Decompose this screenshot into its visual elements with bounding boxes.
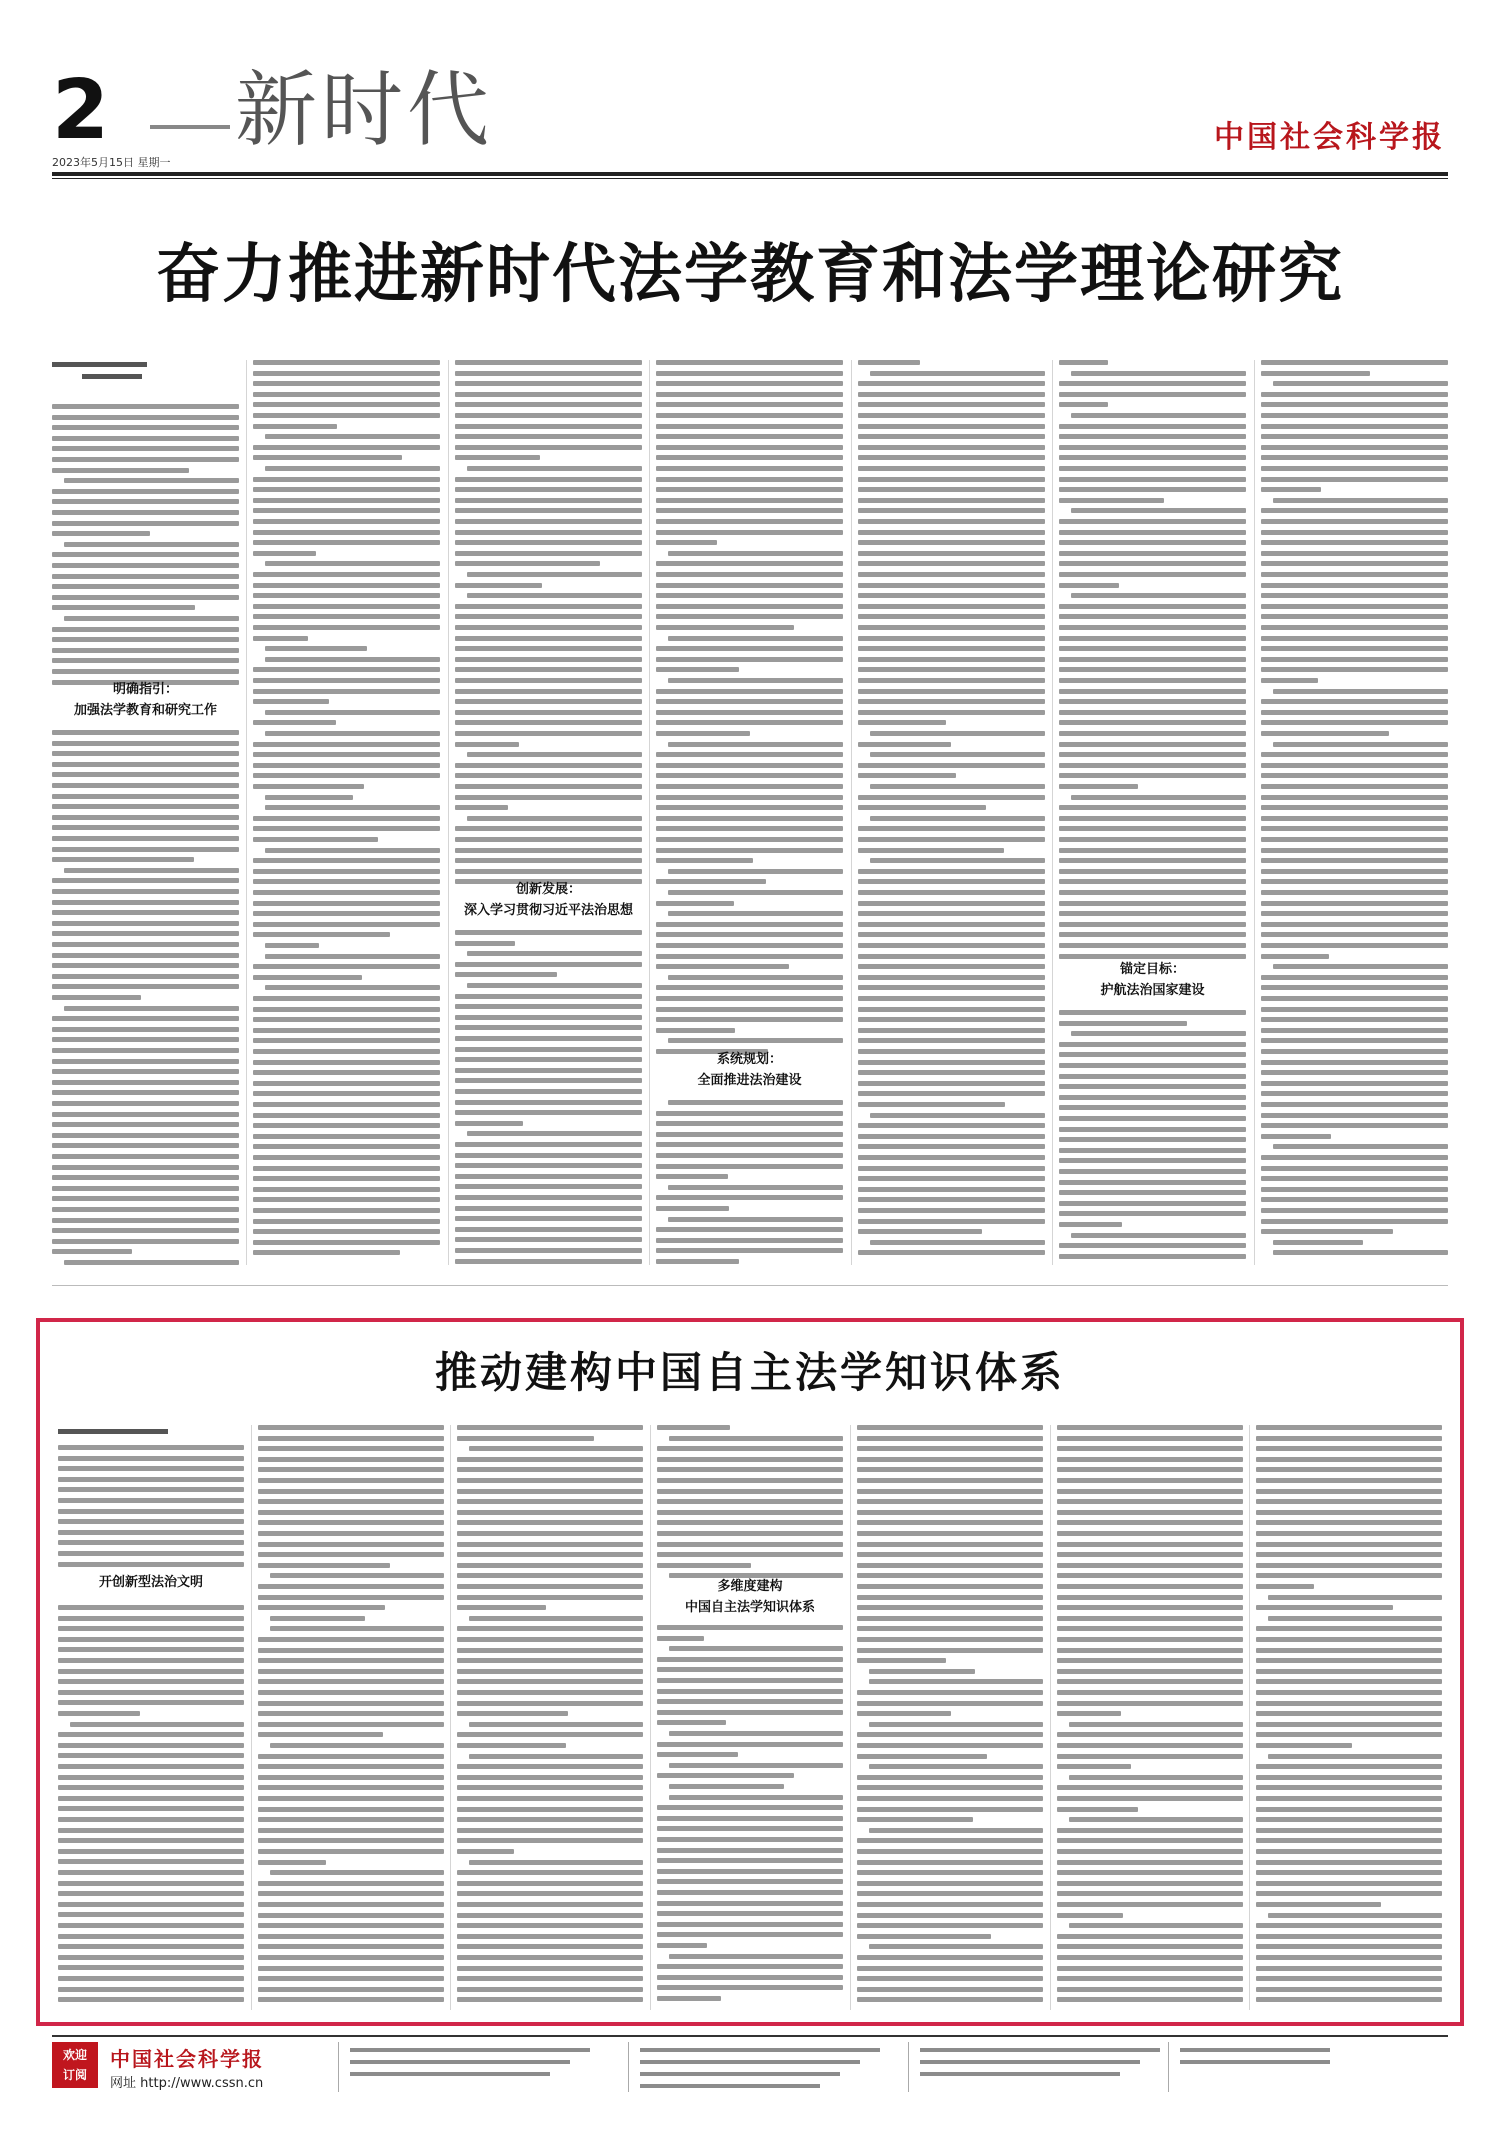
footer-info-line: [640, 2048, 880, 2052]
footer-info-line: [920, 2048, 1160, 2052]
footer-website-link[interactable]: 网址 http://www.cssn.cn: [110, 2076, 264, 2091]
footer-info-line: [1180, 2048, 1330, 2052]
footer-info-line: [920, 2072, 1120, 2076]
section-title: 新时代: [235, 63, 494, 158]
footer-info-line: [920, 2060, 1140, 2064]
section-subhead: 多维度建构 中国自主法学知识体系: [684, 1579, 815, 1615]
footer-info-line: [640, 2084, 820, 2088]
footer-info-line: [1180, 2060, 1330, 2064]
feature-headline: 推动建构中国自主法学知识体系: [434, 1348, 1065, 1397]
footer-paper-logo: 中国社会科学报: [110, 2047, 264, 2071]
footer-info-line: [640, 2072, 840, 2076]
footer-separator: [338, 2042, 339, 2092]
footer-separator: [628, 2042, 629, 2092]
section-subhead: 系统规划： 全面推进法治建设: [697, 1052, 802, 1088]
section-subhead: 明确指引： 加强法学教育和研究工作: [73, 682, 217, 718]
section-subhead: 开创新型法治文明: [98, 1575, 203, 1590]
footer-info-line: [350, 2072, 550, 2076]
main-headline: 奋力推进新时代法学教育和法学理论研究: [156, 238, 1344, 312]
footer-separator: [908, 2042, 909, 2092]
section-subhead: 锚定目标： 护航法治国家建设: [1100, 962, 1205, 998]
paper-brand-logo: 中国社会科学报: [1214, 120, 1445, 155]
subscribe-badge[interactable]: 欢迎 订阅: [52, 2042, 98, 2088]
section-subhead: 创新发展： 深入学习贯彻习近平法治思想: [463, 882, 633, 918]
page-number: 2: [52, 63, 110, 158]
footer-info-line: [350, 2048, 590, 2052]
footer-separator: [1168, 2042, 1169, 2092]
footer-info-line: [640, 2060, 860, 2064]
footer-info-line: [350, 2060, 570, 2064]
issue-date: 2023年5月15日 星期一: [52, 156, 171, 169]
